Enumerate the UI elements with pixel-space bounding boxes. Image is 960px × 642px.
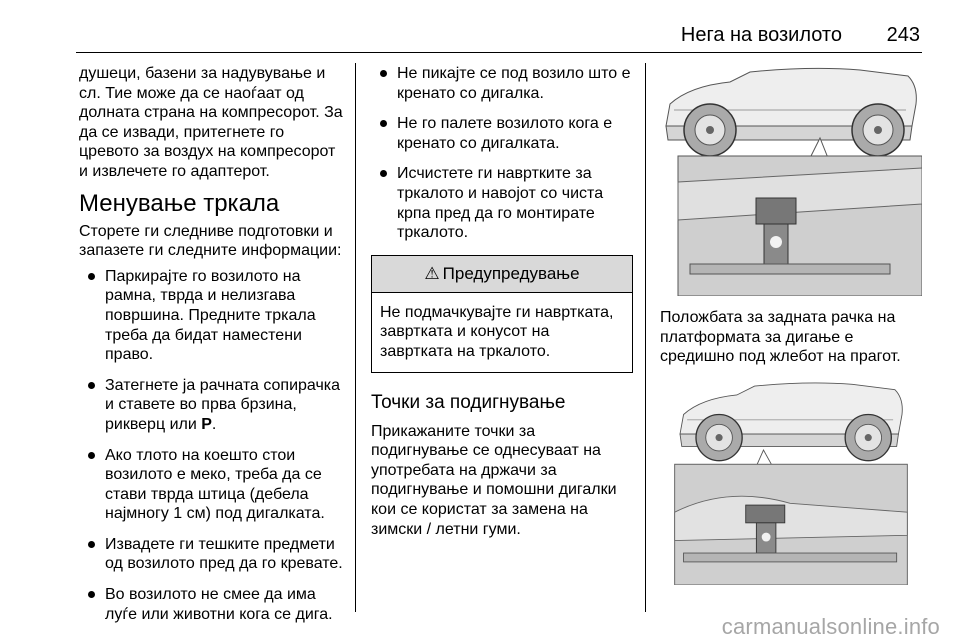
column-3 [660,64,922,585]
rear-lift-point-illustration [660,64,922,296]
warning-box [371,255,633,373]
section-heading: Точки за подигнување [371,391,566,413]
warning-triangle-icon: ⚠ [424,263,440,283]
list-item-text: Затегнете ја рачната сопирачка и ставете во прва брзина, рикверц или [105,376,341,433]
figure-caption: Положбата за задната рачка на платформата за дигање е средишно под жлебот на прагот. [660,309,901,366]
front-lift-point-illustration [660,379,922,585]
sentence-period: . [211,415,217,433]
watermark: carmanualsonline.info [721,614,940,639]
list-item: Извадете ги тешките предмети од возилото пред да го кревате. [79,535,345,574]
bullet-list [371,64,633,243]
column-2 [371,64,633,539]
list-item: Исчистете ги навртките за тркалото и навојот со чиста крпа пред да го монтирате тркалото. [371,164,633,242]
page-number: 243 [886,24,920,46]
list-item [79,376,345,435]
bullet-list [79,267,345,625]
warning-header [372,256,632,293]
column-divider [355,63,356,612]
warning-text: Не подмачкувајте ги навртката, завртката и конусот на завртката на тркалото. [380,303,614,360]
list-item: Паркирајте го возилото на рамна, тврда и нелизгава површина. Предните тркала треба да бидат наместени право. [79,267,345,365]
warning-title: Предупредување [442,263,580,283]
intro-paragraph: душеци, базени за надувување и сл. Тие може да се наоѓаат од долната страна на компресорот. За да се извади, притегнете го цревото за воздух на компресорот и извлечете го адаптерот. [79,65,343,180]
column-1 [79,64,345,635]
section-heading: Менување тркала [79,189,280,217]
column-divider [645,63,646,612]
header-rule [76,52,922,53]
list-item: Не го палете возилото кога е кренато со дигалката. [371,114,633,153]
chapter-title: Нега на возилото [680,24,842,46]
gear-p-label: P [201,415,212,433]
lead-paragraph: Сторете ги следниве подготовки и запазете ги следните информации: [79,222,342,260]
list-item: Во возилото не смее да има луѓе или животни кога се дига. [79,585,345,624]
body-paragraph: Прикажаните точки за подигнување се однесуваат на употребата на држачи за подигнување и помошни дигалки кои се користат за замена на зимски / летни гуми. [371,422,617,538]
list-item: Ако тлото на коешто стои возилото е меко, треба да се стави тврда штица (дебела најмногу 1 см) под дигалката. [79,446,345,524]
page-header [0,0,960,54]
list-item: Не пикајте се под возило што е кренато со дигалка. [371,64,633,103]
